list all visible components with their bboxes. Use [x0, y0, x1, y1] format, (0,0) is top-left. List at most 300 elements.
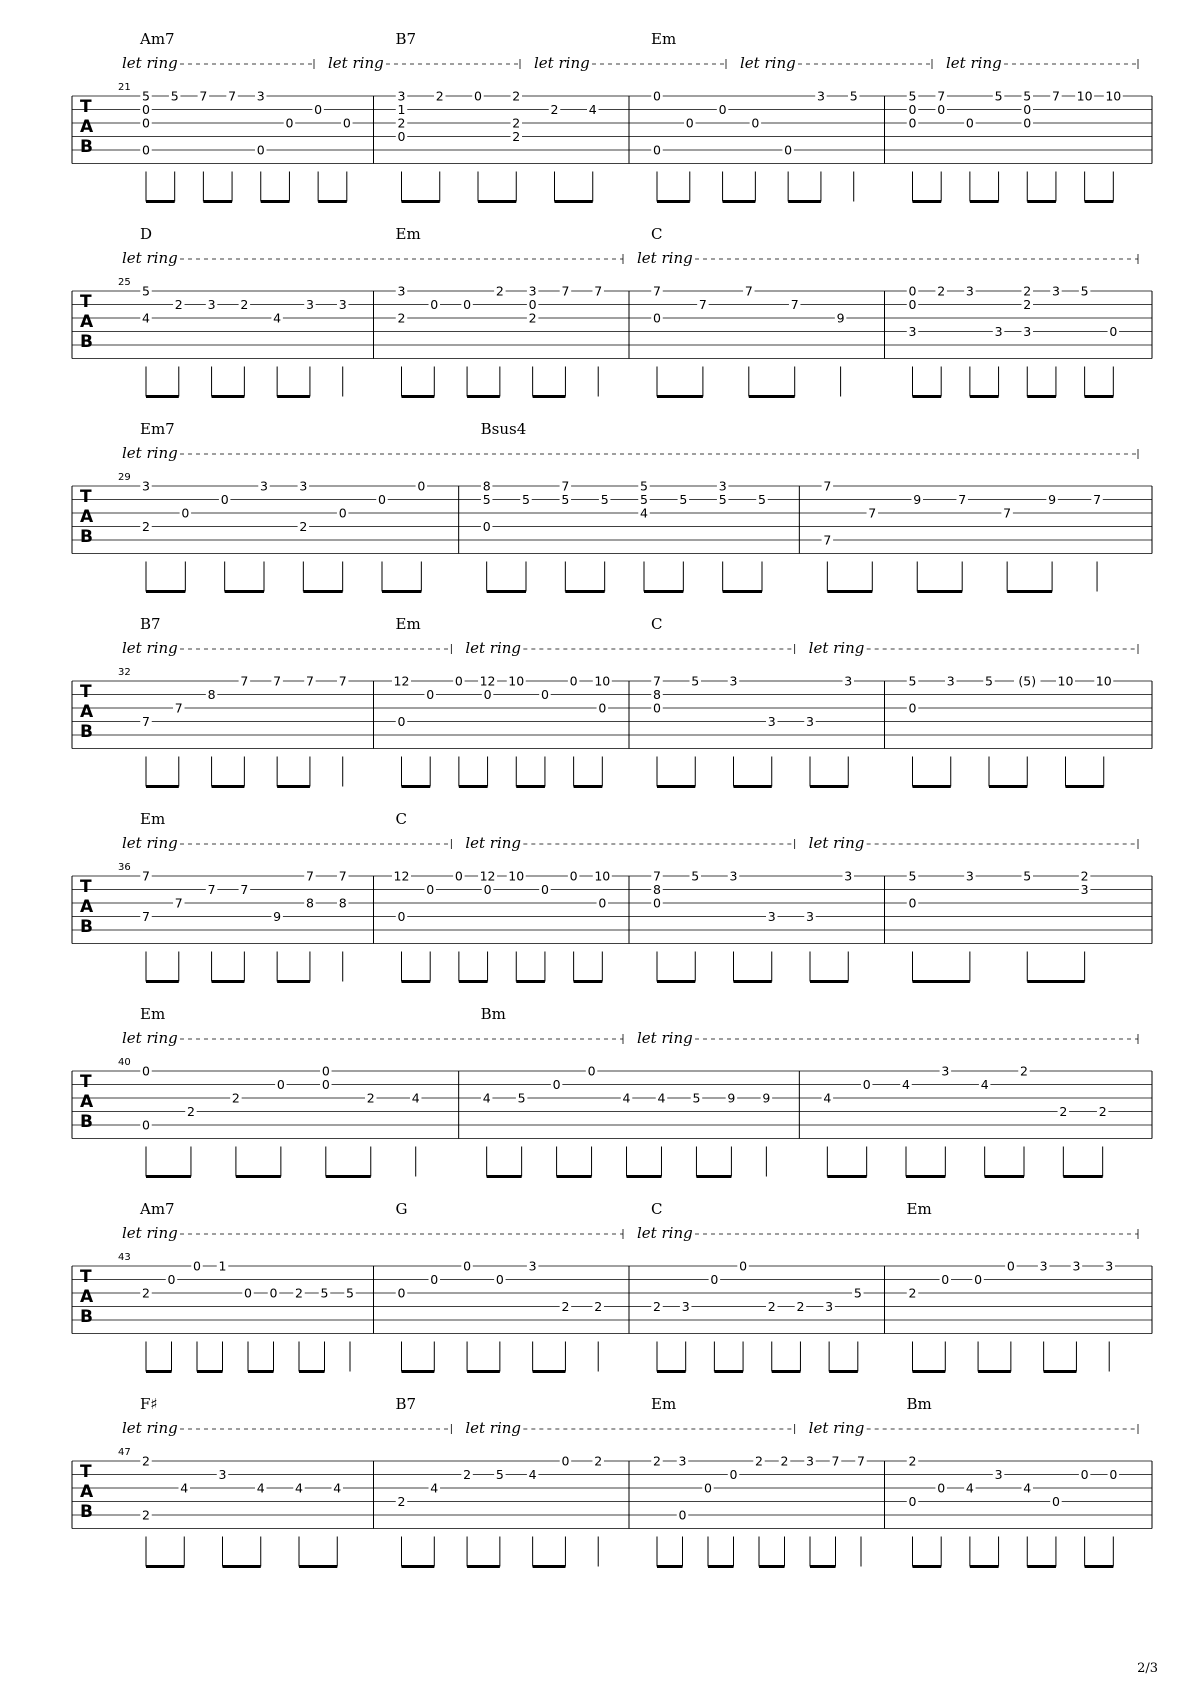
- fret-number: 0: [483, 687, 492, 702]
- note-column: [970, 1467, 1004, 1567]
- note-column: [453, 674, 465, 787]
- note-column: [140, 89, 152, 202]
- fret-number: 3: [994, 1467, 1003, 1482]
- fret-number: 5: [849, 88, 858, 104]
- fret-number: 0: [653, 895, 661, 911]
- let-ring-label: let ring: [534, 54, 590, 72]
- fret-number: 3: [767, 909, 776, 924]
- note-column: [507, 674, 526, 787]
- fret-number: 3: [941, 1063, 950, 1079]
- note-column: [913, 869, 976, 982]
- fret-number: 0: [653, 310, 661, 326]
- note-column: [657, 1454, 688, 1567]
- chord-name: Em: [395, 615, 421, 633]
- fret-number: 5: [561, 492, 570, 507]
- note-column: [223, 1481, 267, 1567]
- note-column: [911, 492, 923, 592]
- chord-name: G: [395, 1200, 408, 1218]
- note-column: [146, 1481, 190, 1567]
- fret-number: 2: [512, 129, 521, 144]
- fret-number: 7: [594, 283, 603, 299]
- fret-number: 7: [823, 532, 832, 548]
- fret-number: 5: [640, 478, 648, 494]
- note-column: [979, 1077, 991, 1177]
- note-column: [293, 1481, 305, 1567]
- fret-number: 2: [550, 102, 559, 117]
- note-column: [907, 1454, 919, 1567]
- fret-number: 2: [594, 1453, 603, 1469]
- note-column: [1085, 324, 1119, 397]
- fret-number: 0: [908, 297, 917, 312]
- fret-number: 3: [806, 909, 814, 924]
- fret-number: 12: [393, 868, 410, 884]
- note-column: [212, 297, 251, 397]
- chord-name: B7: [395, 1395, 417, 1413]
- note-column: [728, 674, 740, 787]
- fret-number: 7: [698, 297, 707, 312]
- chord-name: C: [651, 1200, 663, 1218]
- note-column: [1058, 1104, 1070, 1177]
- fret-number: 7: [228, 88, 237, 104]
- fret-number: 4: [333, 1480, 342, 1496]
- fret-number: 4: [1023, 1480, 1032, 1496]
- fret-number: 3: [718, 478, 727, 494]
- fret-number: 5: [320, 1285, 329, 1301]
- note-column: [197, 1259, 228, 1372]
- note-column: [277, 297, 316, 397]
- fret-number: 0: [1023, 102, 1032, 117]
- note-column: [907, 89, 919, 202]
- measure-number: 40: [118, 1057, 131, 1068]
- fret-number: 0: [463, 1258, 472, 1274]
- note-column: [203, 89, 237, 202]
- fret-number: 0: [598, 895, 607, 911]
- fret-number: 8: [653, 687, 661, 702]
- fret-number: 7: [653, 283, 661, 299]
- let-ring-label: let ring: [946, 54, 1002, 72]
- note-column: [146, 506, 191, 592]
- fret-number: 4: [965, 1480, 974, 1496]
- fret-number: 2: [512, 88, 521, 104]
- chord-name: Bm: [480, 1005, 506, 1023]
- fret-number: 0: [974, 1272, 983, 1287]
- let-ring-label: let ring: [740, 54, 796, 72]
- fret-number: 0: [751, 115, 760, 131]
- note-column: [467, 284, 506, 397]
- note-column: [900, 1077, 912, 1177]
- fret-number: 3: [678, 1453, 687, 1469]
- tab-clef-letter: B: [80, 917, 93, 937]
- fret-number: 7: [831, 1453, 840, 1469]
- fret-number: 0: [937, 1480, 946, 1496]
- note-column: [759, 1454, 790, 1567]
- note-column: [402, 89, 446, 202]
- note-column: [913, 1481, 947, 1567]
- fret-number: 9: [913, 492, 922, 507]
- chord-name: Em7: [140, 420, 175, 438]
- note-column: [230, 1091, 242, 1177]
- note-column: [212, 674, 251, 787]
- tab-clef-letter: T: [80, 1072, 92, 1092]
- note-column: [848, 89, 860, 202]
- note-column: [568, 869, 580, 982]
- fret-number: 0: [338, 505, 347, 521]
- tab-clef-letter: T: [80, 682, 92, 702]
- fret-number: 3: [260, 478, 268, 494]
- note-column: [917, 492, 968, 592]
- note-column: [804, 714, 816, 787]
- fret-number: 3: [908, 324, 917, 339]
- fret-number: 8: [653, 882, 661, 897]
- note-column: [734, 909, 778, 982]
- fret-number: 5: [346, 1285, 354, 1301]
- note-column: [312, 102, 324, 202]
- fret-number: 3: [218, 1467, 227, 1482]
- note-column: [717, 479, 729, 592]
- fret-number: 0: [142, 102, 150, 117]
- tab-row-47: [72, 1395, 1152, 1567]
- tab-clef-letter: T: [80, 97, 92, 117]
- note-column: [1103, 1259, 1115, 1372]
- fret-number: 9: [762, 1090, 771, 1106]
- fret-number: 0: [937, 102, 946, 117]
- note-column: [1001, 506, 1013, 592]
- note-column: [344, 1286, 356, 1372]
- fret-number: 7: [338, 868, 347, 884]
- note-column: [198, 89, 210, 202]
- note-column: [827, 1077, 872, 1177]
- tab-row-43: [72, 1200, 1152, 1372]
- fret-number: 5: [1023, 868, 1032, 884]
- note-column: [907, 284, 919, 397]
- fret-number: 7: [142, 714, 150, 729]
- note-column: [467, 1272, 506, 1372]
- note-column: [261, 116, 295, 202]
- fret-number: 9: [273, 909, 282, 924]
- fret-number: 2: [796, 1299, 805, 1314]
- fret-number: 7: [305, 673, 314, 689]
- fret-number: 0: [426, 687, 435, 702]
- fret-number: 3: [1039, 1258, 1048, 1274]
- fret-number: 1: [218, 1258, 227, 1274]
- note-column: [1056, 674, 1075, 787]
- fret-number: 7: [1003, 505, 1012, 521]
- note-column: [396, 89, 408, 202]
- fret-number: 0: [908, 115, 917, 131]
- fret-number: 5: [517, 1090, 526, 1106]
- fret-number: 0: [528, 297, 537, 312]
- let-ring-label: let ring: [122, 834, 178, 852]
- fret-number: 0: [397, 1285, 406, 1301]
- fret-number: 3: [1105, 1258, 1114, 1274]
- fret-number: 0: [1051, 1494, 1060, 1509]
- fret-number: 9: [836, 310, 845, 326]
- fret-number: 3: [397, 283, 406, 299]
- fret-number: 9: [727, 1090, 736, 1106]
- fret-number: 2: [142, 1453, 150, 1469]
- note-column: [516, 687, 550, 787]
- note-column: [410, 1091, 422, 1177]
- note-column: [734, 714, 778, 787]
- note-column: [461, 1467, 473, 1567]
- fret-number: 3: [806, 714, 814, 729]
- note-column: [835, 311, 847, 397]
- measure-number: 47: [118, 1447, 131, 1458]
- note-column: [255, 89, 267, 202]
- measure-number: 29: [118, 472, 131, 483]
- note-column: [827, 506, 878, 592]
- fret-number: 3: [1080, 882, 1089, 897]
- note-column: [723, 492, 768, 592]
- note-column: [907, 869, 919, 982]
- note-column: [453, 869, 465, 982]
- fret-number: 4: [411, 1090, 420, 1106]
- fret-number: 2: [755, 1453, 763, 1469]
- note-column: [549, 102, 561, 202]
- fret-number: 0: [321, 1063, 330, 1079]
- page-number: 2/3: [1137, 1661, 1158, 1676]
- note-column: [242, 1286, 254, 1372]
- note-column: [1085, 1467, 1119, 1567]
- note-column: [1007, 492, 1058, 592]
- tab-clef-letter: A: [80, 312, 94, 332]
- fret-number: 2: [767, 1299, 776, 1314]
- chord-name: Bm: [906, 1395, 932, 1413]
- fret-number: 0: [965, 115, 974, 131]
- fret-number: 2: [397, 115, 406, 131]
- note-column: [627, 1091, 668, 1177]
- note-column: [212, 882, 251, 982]
- tab-clef-letter: A: [80, 702, 94, 722]
- note-column: [299, 1481, 343, 1567]
- fret-number: 7: [561, 283, 570, 299]
- note-column: [467, 1467, 506, 1567]
- note-column: [206, 687, 218, 787]
- fret-number: 0: [1109, 1467, 1118, 1482]
- fret-number: 0: [653, 88, 661, 104]
- fret-number: 0: [256, 142, 265, 158]
- note-column: [337, 869, 349, 982]
- fret-number: 10: [508, 868, 525, 884]
- note-column: [396, 1286, 408, 1372]
- tab-row-36: [72, 810, 1152, 982]
- fret-number: 2: [908, 1285, 917, 1301]
- chord-name: B7: [395, 30, 417, 48]
- note-column: [206, 297, 218, 397]
- fret-number: 2: [174, 297, 183, 312]
- note-column: [1022, 1481, 1034, 1567]
- let-ring-label: let ring: [637, 1029, 693, 1047]
- fret-number: 3: [207, 297, 216, 312]
- note-column: [140, 869, 152, 982]
- note-column: [1091, 492, 1103, 592]
- fret-number: 10: [594, 868, 611, 884]
- note-column: [271, 674, 283, 787]
- note-column: [533, 1454, 572, 1567]
- chord-name: Em: [651, 1395, 677, 1413]
- chord-name: Em: [906, 1200, 932, 1218]
- note-column: [146, 297, 185, 397]
- tab-clef-letter: B: [80, 1307, 93, 1327]
- fret-number: 0: [729, 1467, 738, 1482]
- note-column: [557, 1064, 598, 1177]
- fret-number: 3: [1051, 283, 1060, 299]
- tab-row-40: [72, 1005, 1152, 1177]
- fret-number: 2: [1098, 1104, 1107, 1119]
- note-column: [691, 1091, 703, 1177]
- note-column: [146, 896, 185, 982]
- fret-number: 4: [430, 1480, 439, 1496]
- fret-number: 5: [758, 492, 766, 507]
- fret-number: 2: [594, 1299, 603, 1314]
- tab-clef-letter: T: [80, 487, 92, 507]
- note-column: [402, 297, 441, 397]
- let-ring-label: let ring: [122, 54, 178, 72]
- note-column: [507, 869, 526, 982]
- measure-number: 32: [118, 667, 131, 678]
- fret-number: 2: [240, 297, 249, 312]
- fret-number: 2: [561, 1299, 570, 1314]
- note-column: [402, 687, 436, 787]
- note-column: [708, 1467, 739, 1567]
- fret-number: 4: [142, 310, 150, 326]
- note-column: [638, 479, 650, 592]
- fret-number: 0: [285, 115, 294, 131]
- note-column: [1022, 284, 1034, 397]
- note-column: [651, 1299, 663, 1372]
- chord-name: C: [395, 810, 407, 828]
- note-column: [337, 674, 349, 787]
- note-column: [696, 1091, 737, 1177]
- fret-number: 0: [142, 1117, 150, 1133]
- tab-row-25: [72, 225, 1152, 397]
- note-column: [1063, 1104, 1108, 1177]
- tab-clef-letter: B: [80, 1112, 93, 1132]
- fret-number: 0: [142, 1063, 150, 1079]
- fret-number: 5: [985, 673, 993, 689]
- fret-number: 3: [305, 297, 314, 312]
- note-column: [657, 674, 701, 787]
- fret-number: 4: [256, 1480, 265, 1496]
- note-column: [533, 1299, 572, 1372]
- fret-number: 3: [825, 1299, 834, 1314]
- fret-number: 0: [321, 1077, 330, 1092]
- fret-number: 7: [653, 673, 661, 689]
- fret-number: 2: [1080, 868, 1089, 884]
- note-column: [293, 1286, 305, 1372]
- fret-number: 10: [594, 673, 611, 689]
- fret-number: 3: [338, 297, 347, 312]
- note-column: [217, 1467, 229, 1567]
- fret-number: 2: [299, 519, 308, 534]
- fret-number: 3: [806, 1453, 814, 1469]
- fret-number: 3: [299, 478, 308, 494]
- note-column: [1079, 1467, 1091, 1567]
- fret-number: 0: [142, 115, 150, 131]
- fret-number: 9: [1048, 492, 1057, 507]
- note-column: [723, 116, 762, 202]
- note-column: [753, 1454, 765, 1567]
- fret-number: 0: [495, 1272, 504, 1287]
- note-column: [913, 674, 957, 787]
- note-column: [964, 284, 976, 397]
- fret-number: 0: [1080, 1467, 1089, 1482]
- fret-number: 7: [744, 283, 753, 299]
- note-column: [964, 1481, 976, 1567]
- let-ring-label: let ring: [122, 249, 178, 267]
- fret-number: 0: [569, 868, 578, 884]
- note-column: [146, 1104, 197, 1177]
- note-column: [555, 102, 599, 202]
- fret-number: 7: [937, 88, 946, 104]
- fret-number: 4: [273, 310, 282, 326]
- fret-number: 2: [908, 1453, 917, 1469]
- let-ring-label: let ring: [808, 639, 865, 657]
- note-column: [140, 284, 152, 397]
- note-column: [823, 1299, 835, 1372]
- chord-name: Em: [395, 225, 421, 243]
- fret-number: 0: [908, 895, 917, 911]
- note-column: [810, 1454, 841, 1567]
- let-ring-label: let ring: [637, 249, 693, 267]
- note-column: [527, 1467, 539, 1567]
- fret-number: 3: [844, 673, 853, 689]
- chord-name: B7: [140, 615, 161, 633]
- note-column: [788, 89, 827, 202]
- fret-number: 1: [397, 102, 406, 117]
- fret-number: 5: [522, 492, 530, 507]
- tab-clef-letter: B: [80, 722, 93, 742]
- let-ring-label: let ring: [465, 1419, 522, 1437]
- fret-number: 0: [598, 700, 607, 716]
- note-column: [461, 1259, 473, 1372]
- fret-number: 0: [941, 1272, 950, 1287]
- fret-number: 2: [653, 1299, 661, 1314]
- fret-number: 3: [816, 88, 825, 104]
- fret-number: 7: [174, 700, 183, 716]
- tab-clef-letter: T: [80, 292, 92, 312]
- fret-number: 3: [528, 283, 537, 299]
- note-column: [478, 89, 522, 202]
- fret-number: 0: [552, 1077, 561, 1092]
- fret-number: 7: [653, 868, 661, 884]
- chord-name: Em: [140, 810, 166, 828]
- let-ring-label: let ring: [122, 1224, 178, 1242]
- tab-row-29: [72, 420, 1152, 592]
- note-column: [1044, 1259, 1083, 1372]
- note-column: [402, 1272, 441, 1372]
- fret-number: 0: [430, 1272, 439, 1287]
- note-column: [146, 701, 185, 787]
- fret-number: 3: [1072, 1258, 1081, 1274]
- fret-number: 0: [220, 492, 229, 507]
- fret-number: 0: [653, 142, 661, 158]
- note-column: [810, 674, 854, 787]
- fret-number: 2: [528, 310, 537, 326]
- fret-number: 4: [528, 1467, 537, 1482]
- tab-clef-letter: A: [80, 1482, 94, 1502]
- note-column: [574, 869, 612, 982]
- note-column: [728, 869, 740, 982]
- tab-clef-letter: A: [80, 1092, 94, 1112]
- fret-number: 4: [640, 505, 648, 521]
- fret-number: 2: [231, 1090, 240, 1106]
- fret-number: 5: [994, 88, 1003, 104]
- fret-number: 2: [495, 283, 504, 299]
- tab-clef-letter: B: [80, 137, 93, 157]
- measure-number: 36: [118, 862, 131, 873]
- note-column: [657, 297, 709, 397]
